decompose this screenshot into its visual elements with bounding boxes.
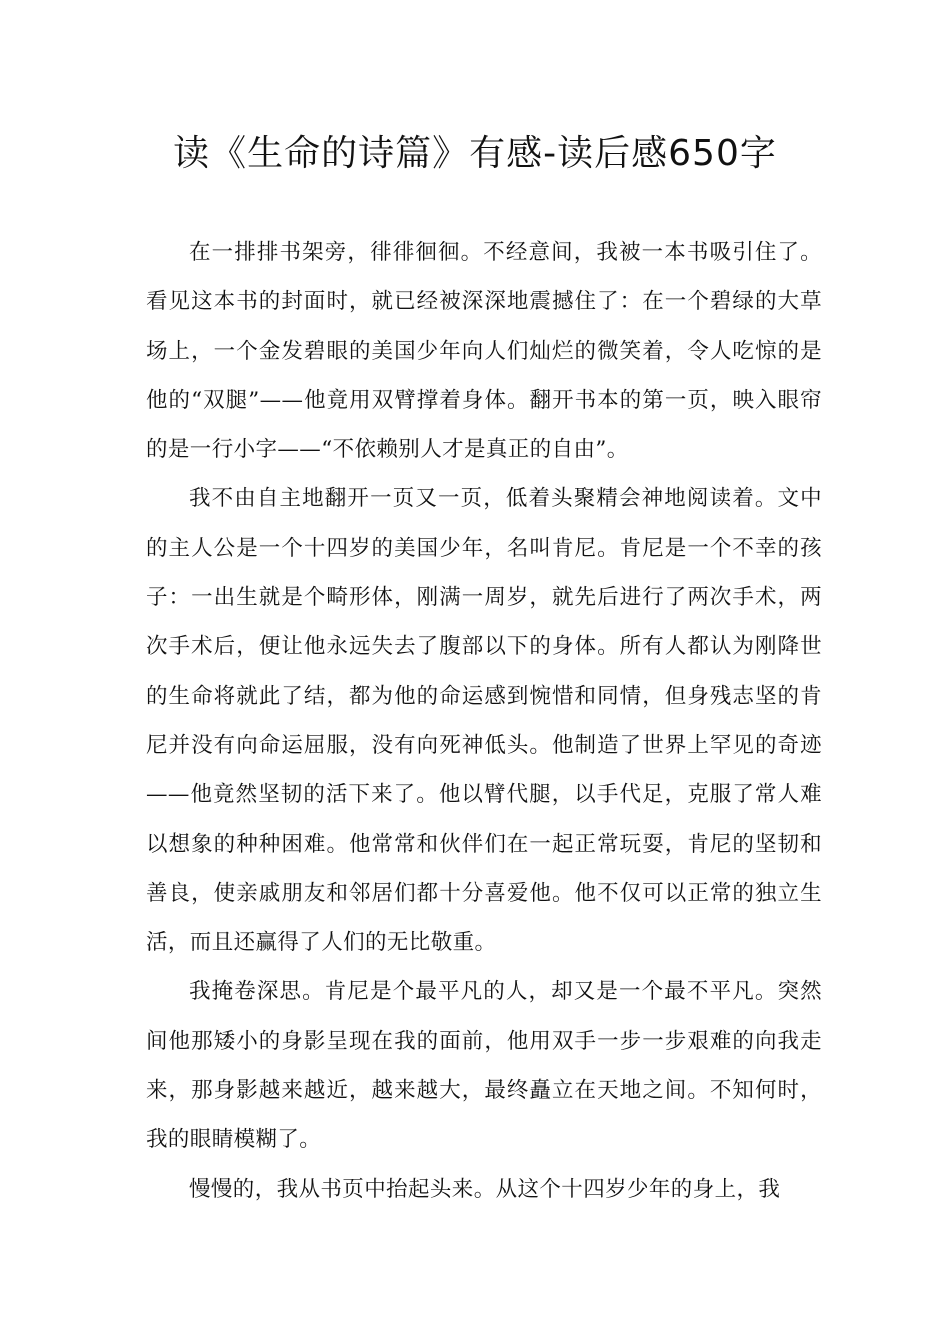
document-body [146,228,822,1214]
paragraph-4: 慢慢的，我从书页中抬起头来。从这个十四岁少年的身上，我 [189,1176,781,1202]
document-title: 读《生命的诗篇》有感-读后感650字 [173,133,777,174]
paragraph-2: 我不由自主地翻开一页又一页，低着头聚精会神地阅读着。文中的主人公是一个十四岁的美国少年，名叫肯尼。肯尼是一个不幸的孩子：一出生就是个畸形体，刚满一周岁，就先后进行了两次手术，两次手术后，便让他永远失去了腹部以下的身体。所有人都认为刚降世的生命将就此了结，都为他的命运感到惋惜和同情，但身残志坚的肯尼并没有向命运屈服，没有向死神低头。他制造了世界上罕见的奇迹——他竟然坚韧的活下来了。他以臂代腿，以手代足，克服了常人难以想象的种种困难。他常常和伙伴们在一起正常玩耍，肯尼的坚韧和善良，使亲戚朋友和邻居们都十分喜爱他。他不仅可以正常的独立生活，而且还赢得了人们的无比敬重。 [146,486,822,956]
paragraph-3: 我掩卷深思。肯尼是个最平凡的人，却又是一个最不平凡。突然间他那矮小的身影呈现在我的面前，他用双手一步一步艰难的向我走来，那身影越来越近，越来越大，最终矗立在天地之间。不知何时，我的眼睛模糊了。 [146,979,822,1153]
paragraph-1: 在一排排书架旁，徘徘徊徊。不经意间，我被一本书吸引住了。看见这本书的封面时，就已经被深深地震撼住了：在一个碧绿的大草场上，一个金发碧眼的美国少年向人们灿烂的微笑着，令人吃惊的是他的“双腿”——他竟用双臂撑着身体。翻开书本的第一页，映入眼帘的是一行小字——“不依赖别人才是真正的自由”。 [146,240,822,463]
